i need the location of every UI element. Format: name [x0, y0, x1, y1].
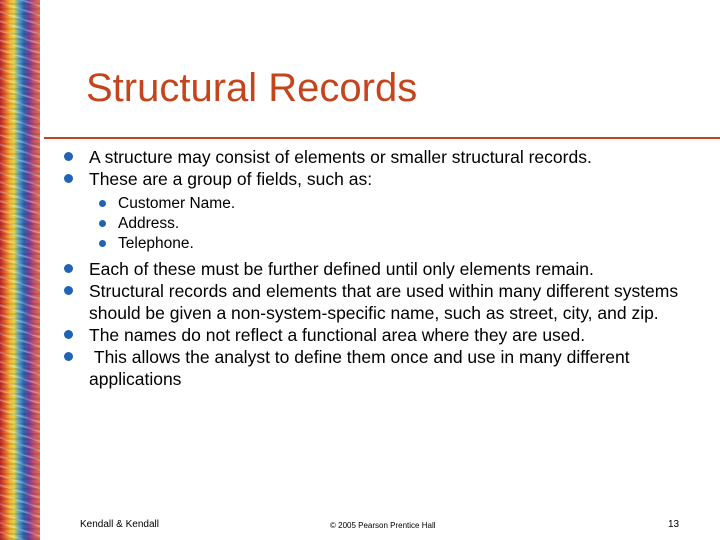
bullet-text: This allows the analyst to define them once and use in many different applications	[89, 347, 635, 389]
slide-body	[60, 146, 710, 390]
sub-bullet-text: Telephone.	[118, 235, 194, 252]
bullet-list-top	[60, 146, 710, 190]
sub-bullet-item	[92, 194, 710, 214]
bullet-item	[60, 258, 710, 280]
sub-bullet-text: Address.	[118, 215, 180, 232]
bullet-text: These are a group of fields, such as:	[89, 169, 373, 189]
bullet-item	[60, 324, 710, 346]
sub-bullet-dot-icon	[99, 240, 106, 247]
title-divider	[44, 137, 720, 139]
decorative-woven-stripe	[0, 0, 40, 540]
bullet-dot-icon	[64, 264, 73, 273]
bullet-dot-icon	[64, 330, 73, 339]
bullet-item	[60, 146, 710, 168]
sub-bullet-item	[92, 234, 710, 254]
bullet-dot-icon	[64, 286, 73, 295]
bullet-dot-icon	[64, 152, 73, 161]
sub-bullet-list	[92, 194, 710, 254]
sub-bullet-text: Customer Name.	[118, 195, 236, 212]
sub-bullet-item	[92, 214, 710, 234]
bullet-item	[60, 168, 710, 190]
bullet-dot-icon	[64, 174, 73, 183]
footer-author: Kendall & Kendall	[80, 519, 159, 530]
bullet-text: Structural records and elements that are used within many different systems should be given a non-system-specific name, such as street, city, and zip.	[89, 281, 679, 323]
bullet-text: A structure may consist of elements or smaller structural records.	[89, 147, 592, 167]
sub-bullet-dot-icon	[99, 200, 106, 207]
sub-bullet-dot-icon	[99, 220, 106, 227]
footer-page-number: 13	[668, 519, 680, 530]
footer-copyright: © 2005 Pearson Prentice Hall	[330, 521, 436, 530]
bullet-item	[60, 346, 710, 390]
bullet-text: Each of these must be further defined until only elements remain.	[89, 259, 594, 279]
slide-title: Structural Records	[86, 66, 418, 110]
bullet-dot-icon	[64, 352, 73, 361]
bullet-text: The names do not reflect a functional area where they are used.	[89, 325, 586, 345]
bullet-list-bottom	[60, 258, 710, 390]
bullet-item	[60, 280, 710, 324]
